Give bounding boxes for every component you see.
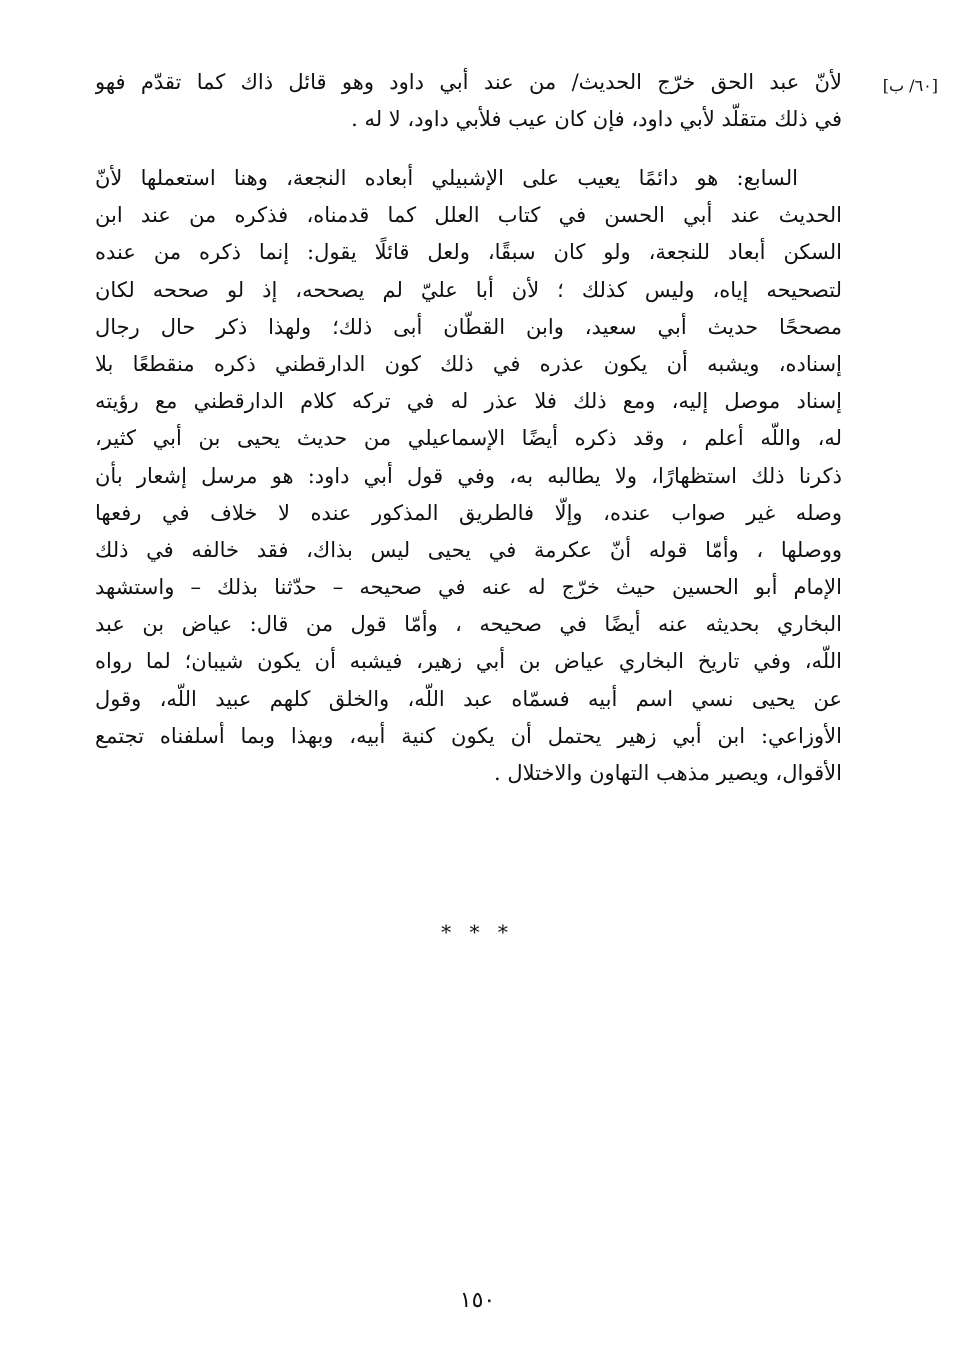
text-line: الأقوال، ويصير مذهب التهاون والاختلال . — [494, 761, 842, 785]
section-separator: * * * — [441, 920, 514, 944]
text-line: ووصلها ، وأمّا قوله أنّ عكرمة في يحيى ليس بذاك، فقد خالفه في ذلك — [95, 537, 842, 562]
text-line: إسناد موصل إليه، ومع ذلك فلا عذر له في تركه كلام الدارقطني مع رؤيته — [95, 389, 842, 414]
paragraph-continuation — [95, 64, 842, 138]
text-line: ذكرنا ذلك استظهارًا، ولا يطالبه به، وفي قول أبي داود: هو مرسل إشعار بأن — [95, 463, 842, 488]
text-line: لتصحيحه إياه، وليس كذلك ؛ لأن أبا عليّ لم يصححه، إذ لو صححه لكان — [95, 277, 842, 302]
text-line: البخاري بحديثه عنه أيضًا في صحيحه ، وأمّا قول من قال: عياض بن عبد — [95, 612, 842, 637]
text-line: الإمام أبو الحسين حيث خرّج له عنه في صحيحه – حدّثنا بذلك – واستشهد — [95, 575, 842, 600]
text-line: السكن أبعاد للنجعة، ولو كان سبقًا، ولعل قائلًا يقول: إنما ذكره من عنده — [95, 240, 842, 265]
text-line: اللّه، وفي تاريخ البخاري عياض بن أبي زهير، فيشبه أن يكون شيبان؛ لما رواه — [95, 649, 842, 674]
page-number: ١٥٠ — [459, 1288, 496, 1313]
text-line: السابع: هو دائمًا يعيب على الإشبيلي أبعاده النجعة، وهنا استعملها لأنّ — [95, 166, 798, 190]
text-line: عن يحيى نسي اسم أبيه فسمّاه عبد اللّه، والخلق كلهم عبيد اللّه، وقول — [95, 686, 842, 711]
text-line: الأوزاعي: ابن أبي زهير يحتمل أن يكون كنية أبيه، وبهذا وبما أسلفناه تجتمع — [95, 723, 842, 748]
text-line: وصله غير صواب عنده، وإلّا فالطريق المذكور عنده لا خلاف في رفعها — [95, 500, 842, 525]
text-line: لأنّ عبد الحق خرّج الحديث/ من عند أبي داود وهو قائل ذاك كما تقدّم فهو — [95, 70, 842, 94]
folio-margin-note: [٦٠/ ب] — [882, 76, 938, 95]
text-line: في ذلك متقلّد لأبي داود، فإن كان عيب فلأبي داود، لا له . — [351, 107, 842, 132]
text-line: مصححًا حديث أبي سعيد، وابن القطّان أبى ذلك؛ ولهذا ذكر حال رجال — [95, 314, 842, 339]
text-line: الحديث عند أبي الحسن في كتاب العلل كما قدمناه، فذكره من عند ابن — [95, 203, 842, 228]
text-line: إسناده، ويشبه أن يكون عذره في ذلك كون الدارقطني ذكره منقطعًا بلا — [95, 351, 842, 376]
text-line: له، واللّه أعلم ، وقد ذكره أيضًا الإسماعيلي من حديث يحيى بن أبي كثير، — [95, 426, 842, 451]
paragraph-seventh — [95, 160, 842, 792]
